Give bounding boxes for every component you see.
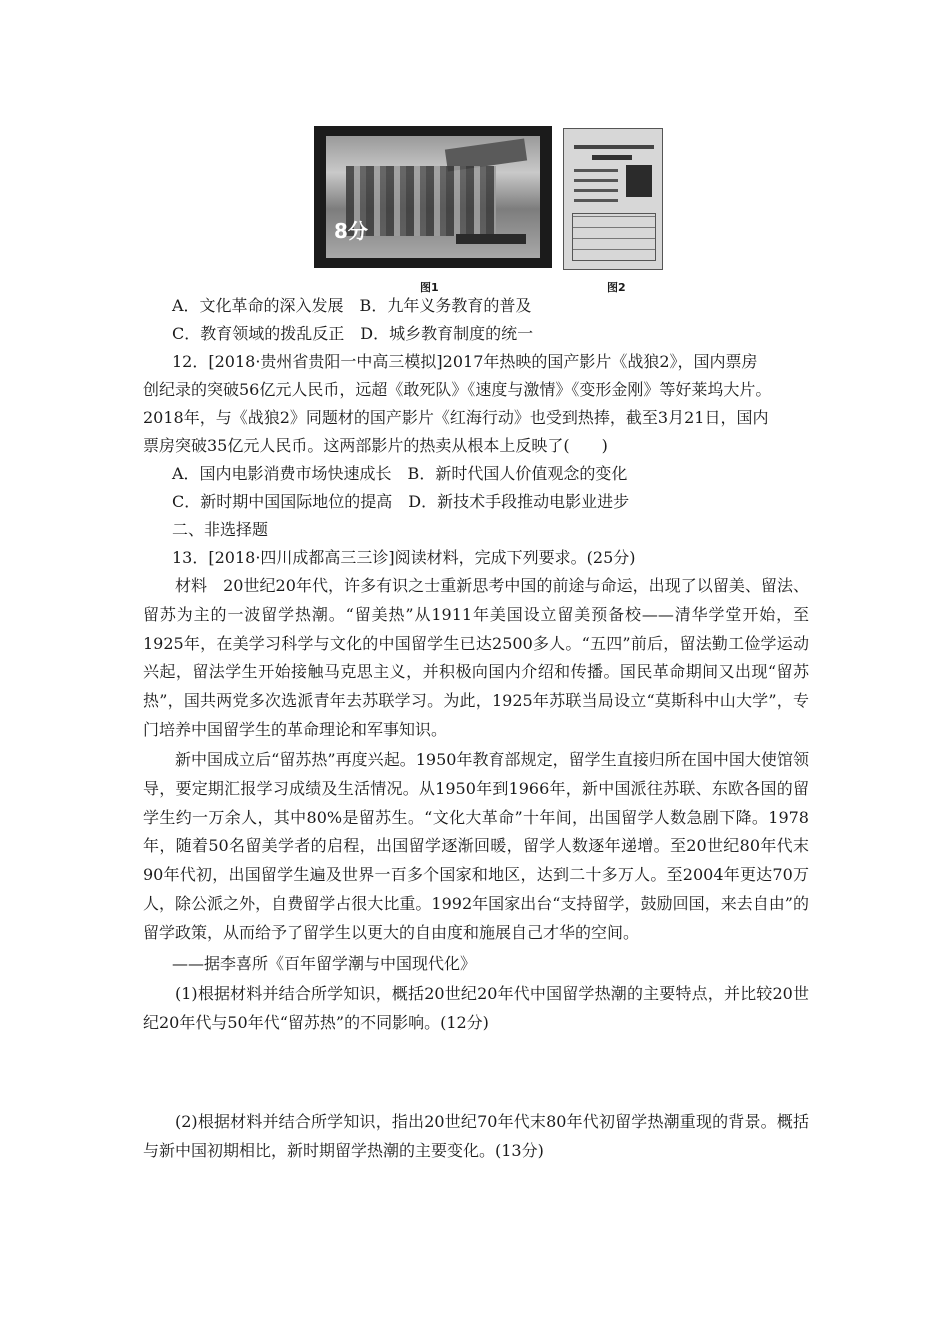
q11-options-line1: A．文化革命的深入发展 B．九年义务教育的普及 (172, 296, 532, 315)
stamp-image (314, 126, 552, 268)
figures-row (314, 124, 674, 294)
q12-stem-line4: 票房突破35亿元人民币。这两部影片的热卖从根本上反映了( ) (143, 436, 608, 455)
q13-material-paragraph-2: 新中国成立后“留苏热”再度兴起。1950年教育部规定，留学生直接归所在国中国大使馆领导，要定期汇报学习成绩及生活情况。从1950年到1966年，新中国派往苏联、东欧各国的留学生约一万余人，其中80%是留苏生。“文化大革命”十年间，出国留学人数急剧下降。1978年，随着50名留美学者的启程，出国留学逐渐回暖，留学人数逐年递增。至20世纪80年代末90年代初，出国留学生遍及世界一百多个国家和地区，达到二十多万人。至2004年更达70万人，除公派之外，自费留学占很大比重。1992年国家出台“支持留学，鼓励回国，来去自由”的留学政策，从而给予了留学生以更大的自由度和施展自己才华的空间。 (143, 750, 809, 942)
q13-subquestion-1: (1)根据材料并结合所学知识，概括20世纪20年代中国留学热潮的主要特点，并比较20世纪20年代与50年代“留苏热”的不同影响。(12分) (143, 984, 809, 1032)
section-heading: 二、非选择题 (172, 520, 269, 539)
q13-subquestion-2: (2)根据材料并结合所学知识，指出20世纪70年代末80年代初留学热潮重现的背景。概括与新中国初期相比，新时期留学热潮的主要变化。(13分) (143, 1112, 809, 1160)
stamp-denomination: 8分 (334, 219, 368, 243)
q13-stem: 13．[2018·四川成都高三三诊]阅读材料，完成下列要求。(25分) (172, 548, 636, 567)
stamp-crowd-graphic (346, 166, 496, 236)
q12-stem-line3: 2018年，与《战狼2》同题材的国产影片《红海行动》也受到热捧，截至3月21日，国内 (143, 408, 769, 427)
q12-options-line1: A．国内电影消费市场快速成长 B．新时代国人价值观念的变化 (172, 464, 628, 483)
q11-options-line2: C．教育领域的拨乱反正 D．城乡教育制度的统一 (172, 324, 534, 343)
stamp-issuer-text (456, 234, 526, 244)
figure-2-caption: 图2 (607, 281, 626, 294)
ticket-table (572, 213, 656, 261)
q12-stem-line2: 创纪录的突破56亿元人民币，远超《敢死队》《速度与激情》《变形金刚》等好莱坞大片。 (143, 380, 772, 399)
q12-stem-line1: 12．[2018·贵州省贵阳一中高三模拟]2017年热映的国产影片《战狼2》，国内票房 (172, 352, 758, 371)
figure-1-caption: 图1 (420, 281, 439, 294)
ticket-title (592, 155, 632, 160)
q12-options-line2: C．新时期中国国际地位的提高 D．新技术手段推动电影业进步 (172, 492, 630, 511)
q13-source: ——据李喜所《百年留学潮与中国现代化》 (172, 954, 477, 973)
admission-ticket-image (563, 128, 663, 270)
q13-material-paragraph-1: 材料 20世纪20年代，许多有识之士重新思考中国的前途与命运，出现了以留美、留法、留苏为主的一波留学热潮。“留美热”从1911年美国设立留美预备校——清华学堂开始，至1925年，在美学习科学与文化的中国留学生已达2500多人。“五四”前后，留法勤工俭学运动兴起，留法学生开始接触马克思主义，并积极向国内介绍和传播。国民革命期间又出现“留苏热”，国共两党多次选派青年去苏联学习。为此，1925年苏联当局设立“莫斯科中山大学”，专门培养中国留学生的革命理论和军事知识。 (143, 576, 809, 739)
ticket-photo (626, 165, 652, 197)
ticket-heading (574, 145, 654, 149)
